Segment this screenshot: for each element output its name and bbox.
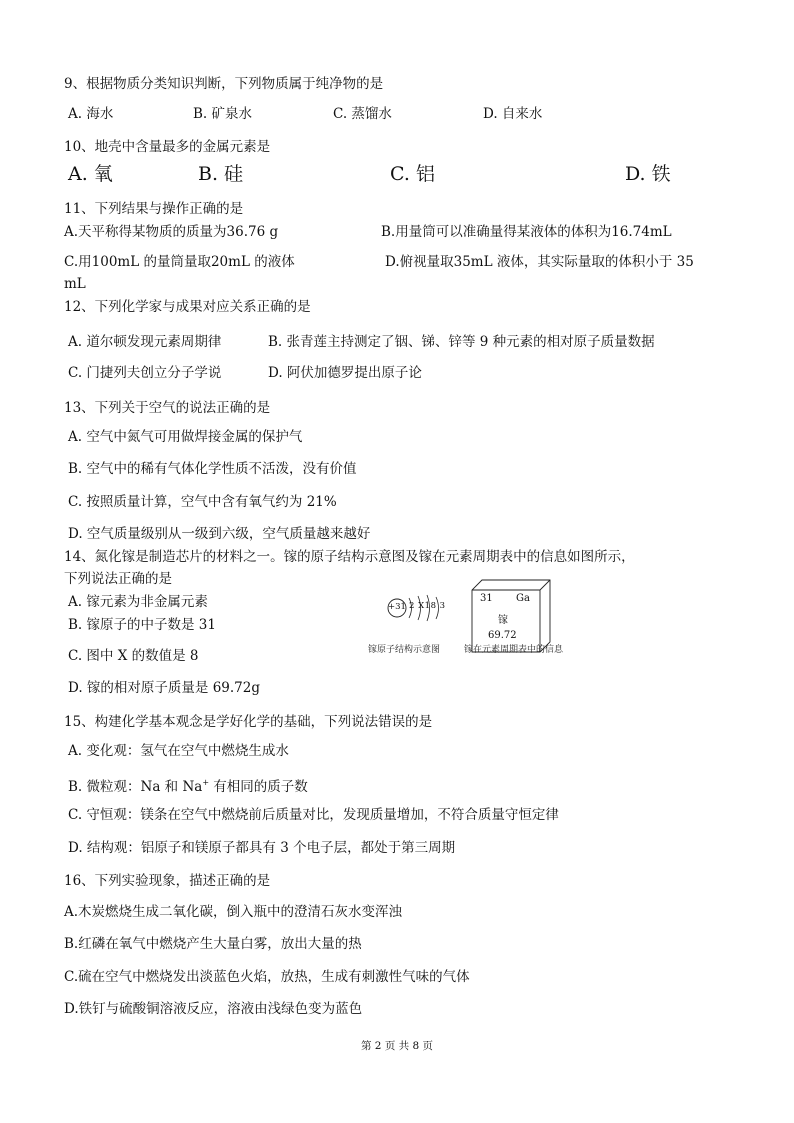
question-9-stem: 9、根据物质分类知识判断，下列物质属于纯净物的是 [64,76,384,92]
element-atomic-number: 31 [480,593,493,604]
question-16-stem: 16、下列实验现象，描述正确的是 [64,873,271,889]
q12-option-d: D. 阿伏加德罗提出原子论 [268,365,422,381]
question-14-stem: 14、氮化镓是制造芯片的材料之一。镓的原子结构示意图及镓在元素周期表中的信息如图所示， [64,549,635,565]
q9-option-b: B. 矿泉水 [193,106,253,122]
q11-option-c: C.用100mL 的量筒量取20mL 的液体 [64,254,295,270]
element-symbol: Ga [516,593,530,604]
question-12-stem: 12、下列化学家与成果对应关系正确的是 [64,299,311,315]
q12-option-b: B. 张青莲主持测定了铟、锑、锌等 9 种元素的相对原子质量数据 [268,334,655,350]
atom-diagram-caption: 镓原子结构示意图 [368,645,441,655]
q11-option-a: A.天平称得某物质的质量为36.76 g [64,224,279,240]
q10-option-b: B. 硅 [198,163,244,185]
q12-option-c: C. 门捷列夫创立分子学说 [68,365,222,381]
q9-option-a: A. 海水 [68,106,114,122]
q11-option-b: B.用量筒可以准确量得某液体的体积为16.74mL [381,224,672,240]
q15-option-c: C. 守恒观：镁条在空气中燃烧前后质量对比，发现质量增加，不符合质量守恒定律 [68,807,559,823]
q9-option-c: C. 蒸馏水 [333,106,392,122]
q15-option-b-charge: + [202,778,210,787]
question-14-stem-continued: 下列说法正确的是 [64,571,172,587]
q11-option-d-continued: mL [64,276,86,292]
atom-shell-electrons: 2 X18 3 [409,601,446,611]
q14-option-a: A. 镓元素为非金属元素 [68,594,208,610]
q14-option-b: B. 镓原子的中子数是 31 [68,617,216,633]
q14-option-c: C. 图中 X 的数值是 8 [68,648,199,664]
page-number-footer: 第 2 页 共 8 页 [360,1040,434,1052]
atom-nucleus-label: +31 [388,602,406,612]
q15-option-d: D. 结构观：铝原子和镁原子都具有 3 个电子层，都处于第三周期 [68,840,456,856]
question-10-stem: 10、地壳中含量最多的金属元素是 [64,139,271,155]
element-atomic-mass: 69.72 [488,630,517,641]
q15-option-b-text: B. 微粒观：Na 和 Na [68,779,203,795]
question-11-stem: 11、下列结果与操作正确的是 [64,201,244,217]
gallium-atom-diagram [385,588,455,628]
periodic-cell-caption: 镓在元素周期表中的信息 [464,645,564,655]
q15-option-a: A. 变化观：氢气在空气中燃烧生成水 [68,743,289,759]
q16-option-a: A.木炭燃烧生成二氧化碳，倒入瓶中的澄清石灰水变浑浊 [64,904,403,920]
q13-option-d: D. 空气质量级别从一级到六级，空气质量越来越好 [68,526,371,542]
q13-option-b: B. 空气中的稀有气体化学性质不活泼，没有价值 [68,461,357,477]
element-name: 镓 [498,615,508,626]
q16-option-b: B.红磷在氧气中燃烧产生大量白雾，放出大量的热 [64,936,362,952]
q11-option-d: D.俯视量取35mL 液体，其实际量取的体积小于 35 [385,254,694,270]
q13-option-c: C. 按照质量计算，空气中含有氧气约为 21% [68,494,337,510]
q13-option-a: A. 空气中氮气可用做焊接金属的保护气 [68,429,303,445]
question-13-stem: 13、下列关于空气的说法正确的是 [64,400,271,416]
q10-option-a: A. 氧 [68,163,113,185]
q15-option-b-text-end: 有相同的质子数 [209,779,308,795]
q16-option-d: D.铁钉与硫酸铜溶液反应，溶液由浅绿色变为蓝色 [64,1001,363,1017]
q10-option-d: D. 铁 [625,163,671,185]
q9-option-d: D. 自来水 [483,106,543,122]
q15-option-b [68,774,308,796]
q10-option-c: C. 铝 [390,163,435,185]
q12-option-a: A. 道尔顿发现元素周期律 [68,334,222,350]
q14-option-d: D. 镓的相对原子质量是 69.72g [68,680,261,696]
q16-option-c: C.硫在空气中燃烧发出淡蓝色火焰，放热，生成有刺激性气味的气体 [64,969,470,985]
question-15-stem: 15、构建化学基本观念是学好化学的基础，下列说法错误的是 [64,714,433,730]
